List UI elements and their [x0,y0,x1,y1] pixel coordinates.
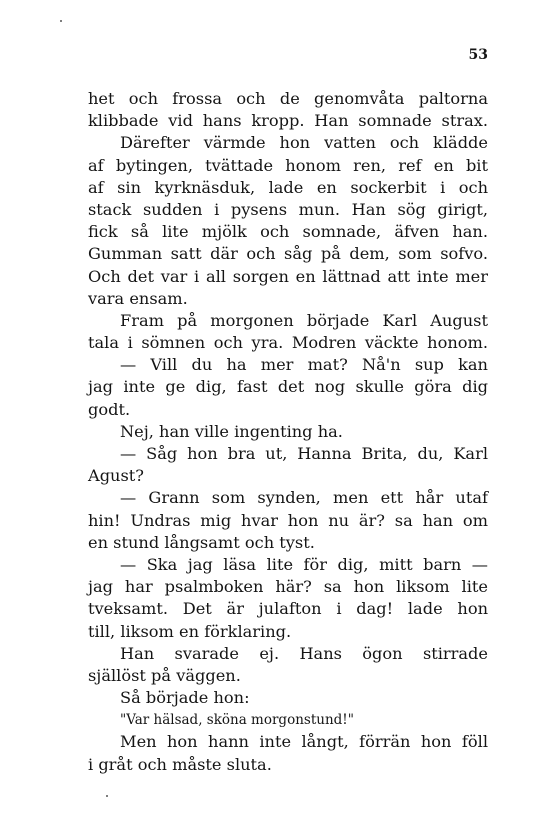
text-line: vara ensam. [88,288,188,308]
text-line: Men hon hann inte långt, förrän hon föll [120,732,488,752]
text-line: Nej, han ville ingenting ha. [120,421,343,441]
text-line: till, liksom en förklaring. [88,621,292,641]
text-line: — Vill du ha mer mat? Nå'n sup kan [120,355,488,375]
text-line: fick så lite mjölk och somnade, äfven han. [88,222,488,242]
text-line: själlöst på väggen. [88,665,241,685]
text-line: jag har psalmboken här? sa hon liksom lite [88,577,488,597]
text-line: Han svarade ej. Hans ögon stirrade [120,643,488,663]
quoted-verse-line: "Var hälsad, sköna morgonstund!" [120,712,354,729]
text-line: stack sudden i pysens mun. Han sög girigt, [88,199,488,219]
text-line: godt. [88,399,131,419]
text-line: Fram på morgonen började Karl August [120,310,488,330]
text-line: — Ska jag läsa lite för dig, mitt barn — [120,554,488,574]
text-line: Och det var i all sorgen en lättnad att inte mer [88,266,488,286]
text-line: af bytingen, tvättade honom ren, ref en bit [88,155,488,175]
text-line: af sin kyrknäsduk, lade en sockerbit i och [88,177,488,197]
text-line: hin! Undras mig hvar hon nu är? sa han om [88,510,488,530]
text-block [88,88,488,776]
text-line: en stund långsamt och tyst. [88,532,315,552]
text-line: tveksamt. Det är julafton i dag! lade hon [88,599,488,619]
text-line: het och frossa och de genomvåta paltorna [88,89,488,108]
text-line: i gråt och måste sluta. [88,754,272,774]
text-line: Därefter värmde hon vatten och klädde [120,133,488,153]
text-line: Gumman satt där och såg på dem, som sofvo. [88,244,488,264]
text-line: Så började hon: [120,688,250,708]
text-line: Agust? [88,466,144,486]
text-line: — Grann som synden, men ett hår utaf [120,488,488,508]
print-speck [106,795,108,797]
page-number: 53 [468,47,488,63]
text-line: klibbade vid hans kropp. Han somnade strax. [88,111,488,131]
text-line: jag inte ge dig, fast det nog skulle göra dig [88,377,488,397]
text-line: tala i sömnen och yra. Modren väckte honom. [88,333,488,353]
print-speck [60,20,62,22]
text-line: — Såg hon bra ut, Hanna Brita, du, Karl [120,444,488,463]
